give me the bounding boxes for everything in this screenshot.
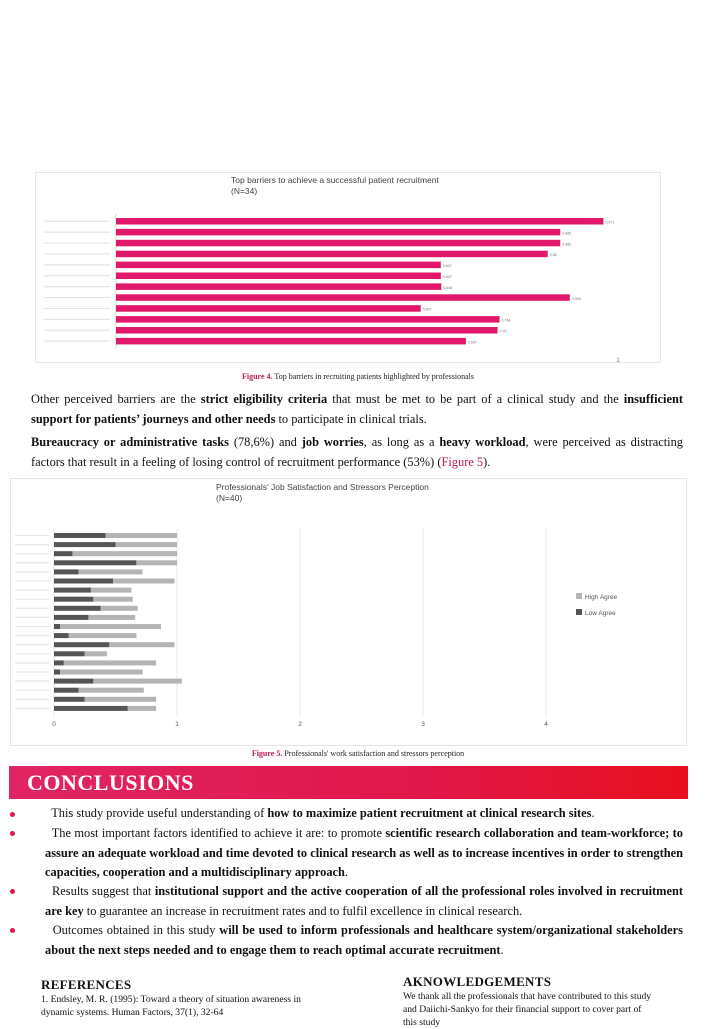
c4-bold: will be used to inform professionals and healthcare system/organizational stakeholders about the next steps needed and to engage them to reach optimal accurate recruitment	[45, 923, 683, 957]
stacked-bar-segment	[54, 579, 113, 584]
bar-data-label: 0.86	[549, 253, 557, 258]
bar	[116, 240, 560, 247]
bar	[116, 273, 441, 280]
c3-text-c: to guarantee an increase in recruitment rates and to fulfil excellence in clinical research.	[83, 903, 523, 918]
ack-line-2: and Daiichi-Sankyo for their financial support to cover part of	[403, 1004, 642, 1015]
conclusion-item-4	[45, 921, 683, 960]
stacked-bar-segment	[54, 588, 91, 593]
p2-text-d: , as long as a	[363, 435, 440, 449]
stacked-bar-segment	[54, 533, 106, 538]
x-tick-label: 1	[616, 357, 620, 362]
bar-data-label: 0.647	[442, 264, 452, 269]
stacked-bar-segment	[54, 542, 116, 547]
stacked-bar-segment	[93, 597, 132, 602]
references-heading: REFERENCES	[41, 977, 132, 992]
legend-label: High Agree	[585, 594, 618, 601]
bar-data-label: 0.885	[562, 242, 572, 247]
stacked-bar-segment	[60, 670, 142, 675]
stacked-bar-segment	[54, 642, 109, 647]
figure4-svg	[36, 173, 660, 362]
stacked-bar-segment	[136, 560, 177, 565]
stacked-bar-segment	[54, 606, 101, 611]
ack-line-3: this study	[403, 1017, 441, 1028]
figure4-caption	[0, 372, 716, 381]
p1-bold-support: insufficient support for patients’ journeys and other needs	[31, 392, 683, 426]
stacked-bar-segment	[93, 679, 182, 684]
acknowledgements-heading: AKNOWLEDGEMENTS	[403, 974, 552, 989]
p1-text-a: Other perceived barriers are the	[31, 392, 201, 406]
stacked-bar-segment	[72, 551, 177, 556]
conclusion-item-2	[45, 824, 683, 883]
paragraph-bureaucracy	[31, 432, 683, 472]
c4-text-a: Outcomes obtained in this study	[52, 923, 220, 937]
acknowledgements-text	[403, 990, 651, 1029]
p1-text-c: that must be met to be part of a clinical study and the	[327, 392, 624, 406]
p2-text-b: (78,6%) and	[228, 435, 302, 449]
bar	[116, 251, 548, 258]
x-tick-label: 1	[175, 721, 179, 728]
stacked-bar-segment	[116, 542, 178, 547]
bar	[116, 262, 441, 269]
stacked-bar-segment	[88, 615, 135, 620]
stacked-bar-segment	[85, 651, 107, 656]
reference-line-1: 1. Endsley, M. R. (1995): Toward a theory of situation awareness in	[41, 994, 301, 1005]
p2-text-f: , were perceived as distracting factors that result in a feeling of losing control of recruitment performance (53%) (	[31, 435, 683, 469]
figure4-title-line2: (N=34)	[231, 186, 258, 196]
c2-text-a: The most important factors identified to achieve it are: to promote	[51, 826, 386, 840]
bar	[116, 305, 421, 312]
bar-data-label: 0.76	[499, 329, 507, 334]
figure5-caption-label: Figure 5.	[251, 749, 283, 758]
figure4-title-line1: Top barriers to achieve a successful patient recruitment	[231, 175, 439, 185]
figure4-chart	[35, 172, 661, 363]
bar	[116, 316, 500, 323]
legend-swatch	[576, 609, 582, 615]
legend-label: Low Agree	[585, 610, 616, 617]
bar	[116, 283, 441, 290]
stacked-bar-segment	[54, 597, 93, 602]
c1-text-a: This study provide useful understanding of	[51, 806, 268, 820]
stacked-bar-segment	[54, 615, 88, 620]
bar	[116, 338, 466, 345]
stacked-bar-segment	[54, 624, 60, 629]
p2-bold-bureaucracy: Bureaucracy or administrative tasks	[31, 435, 229, 449]
bar	[116, 327, 498, 334]
stacked-bar-segment	[106, 533, 177, 538]
x-tick-label: 4	[544, 721, 548, 728]
conclusion-item-1	[45, 804, 683, 824]
c1-text-c: .	[591, 806, 595, 820]
c3-text-a: Results suggest that	[52, 884, 155, 898]
bar-data-label: 0.971	[605, 220, 615, 225]
figure5-title-line2: (N=40)	[216, 493, 243, 503]
x-tick-label: 2	[298, 721, 302, 728]
bar-data-label: 0.764	[501, 318, 511, 323]
bullet-icon	[10, 928, 15, 933]
figure4-caption-label: Figure 4.	[242, 372, 273, 381]
stacked-bar-segment	[54, 688, 79, 693]
p2-bold-job-worries: job worries	[301, 435, 364, 449]
c2-text-c: .	[344, 865, 349, 880]
stacked-bar-segment	[54, 697, 85, 702]
stacked-bar-segment	[54, 569, 79, 574]
figure4-caption-text: Top barriers in recruiting patients highlighted by professionals	[272, 372, 474, 381]
conclusions-heading: CONCLUSIONS	[27, 770, 194, 795]
stacked-bar-segment	[69, 633, 137, 638]
bullet-icon	[10, 831, 15, 836]
bar-data-label: 0.647	[442, 275, 452, 279]
bar-data-label: 0.648	[443, 285, 453, 290]
ack-line-1: We thank all the professionals that have contributed to this study	[403, 991, 652, 1002]
figure5-caption	[0, 749, 716, 758]
stacked-bar-segment	[60, 624, 161, 629]
stacked-bar-segment	[85, 697, 156, 702]
x-tick-label: 0	[52, 721, 56, 728]
figure5-chart	[10, 478, 687, 746]
bar	[116, 218, 603, 225]
bar	[116, 294, 570, 301]
p2-bold-workload: heavy workload	[439, 435, 526, 449]
legend-swatch	[576, 593, 582, 599]
conclusions-banner	[9, 766, 688, 799]
p1-bold-criteria: strict eligibility criteria	[200, 392, 328, 406]
p1-text-e: to participate in clinical trials.	[275, 412, 427, 426]
references-text	[41, 993, 301, 1019]
stacked-bar-segment	[91, 588, 132, 593]
p2-text-h: ).	[483, 455, 491, 469]
stacked-bar-segment	[54, 670, 60, 675]
stacked-bar-segment	[54, 651, 85, 656]
stacked-bar-segment	[54, 679, 93, 684]
stacked-bar-segment	[54, 633, 69, 638]
c1-bold: how to maximize patient recruitment at clinical research sites	[267, 806, 592, 820]
figure5-caption-text: Professionals' work satisfaction and stressors perception	[282, 749, 465, 758]
bullet-icon	[10, 889, 15, 894]
bar-data-label: 0.904	[571, 296, 581, 301]
conclusion-item-3	[45, 882, 683, 921]
bar	[116, 229, 560, 236]
stacked-bar-segment	[101, 606, 138, 611]
x-tick-label: 3	[421, 721, 425, 728]
stacked-bar-segment	[128, 706, 156, 711]
stacked-bar-segment	[54, 706, 128, 711]
stacked-bar-segment	[54, 560, 136, 565]
stacked-bar-segment	[54, 551, 72, 556]
stacked-bar-segment	[79, 569, 143, 574]
c4-text-c: .	[500, 942, 504, 957]
reference-line-2: dynamic systems. Human Factors, 37(1), 32-64	[41, 1007, 224, 1018]
bullet-icon	[10, 812, 15, 817]
figure5-title-line1: Professionals' Job Satisfaction and Stressors Perception	[216, 482, 429, 492]
paragraph-eligibility	[31, 389, 683, 429]
c3-bold: institutional support and the active cooperation of all the professional roles involved in recruitment are key	[45, 884, 683, 918]
figure5-svg	[11, 479, 686, 745]
c2-bold: scientific research collaboration and team-workforce; to assure an adequate workload and time devoted to clinical research as well as to increase incentives in order to strengthen capacities, cooperation and a multidisciplinary approach	[45, 826, 683, 880]
stacked-bar-segment	[113, 579, 175, 584]
bar-data-label: 0.607	[422, 307, 432, 312]
bar-data-label: 0.697	[467, 340, 477, 345]
stacked-bar-segment	[54, 660, 64, 665]
stacked-bar-segment	[64, 660, 156, 665]
figure5-link[interactable]: Figure 5	[441, 455, 484, 469]
bar-data-label: 0.885	[562, 231, 572, 236]
stacked-bar-segment	[109, 642, 174, 647]
stacked-bar-segment	[79, 688, 144, 693]
